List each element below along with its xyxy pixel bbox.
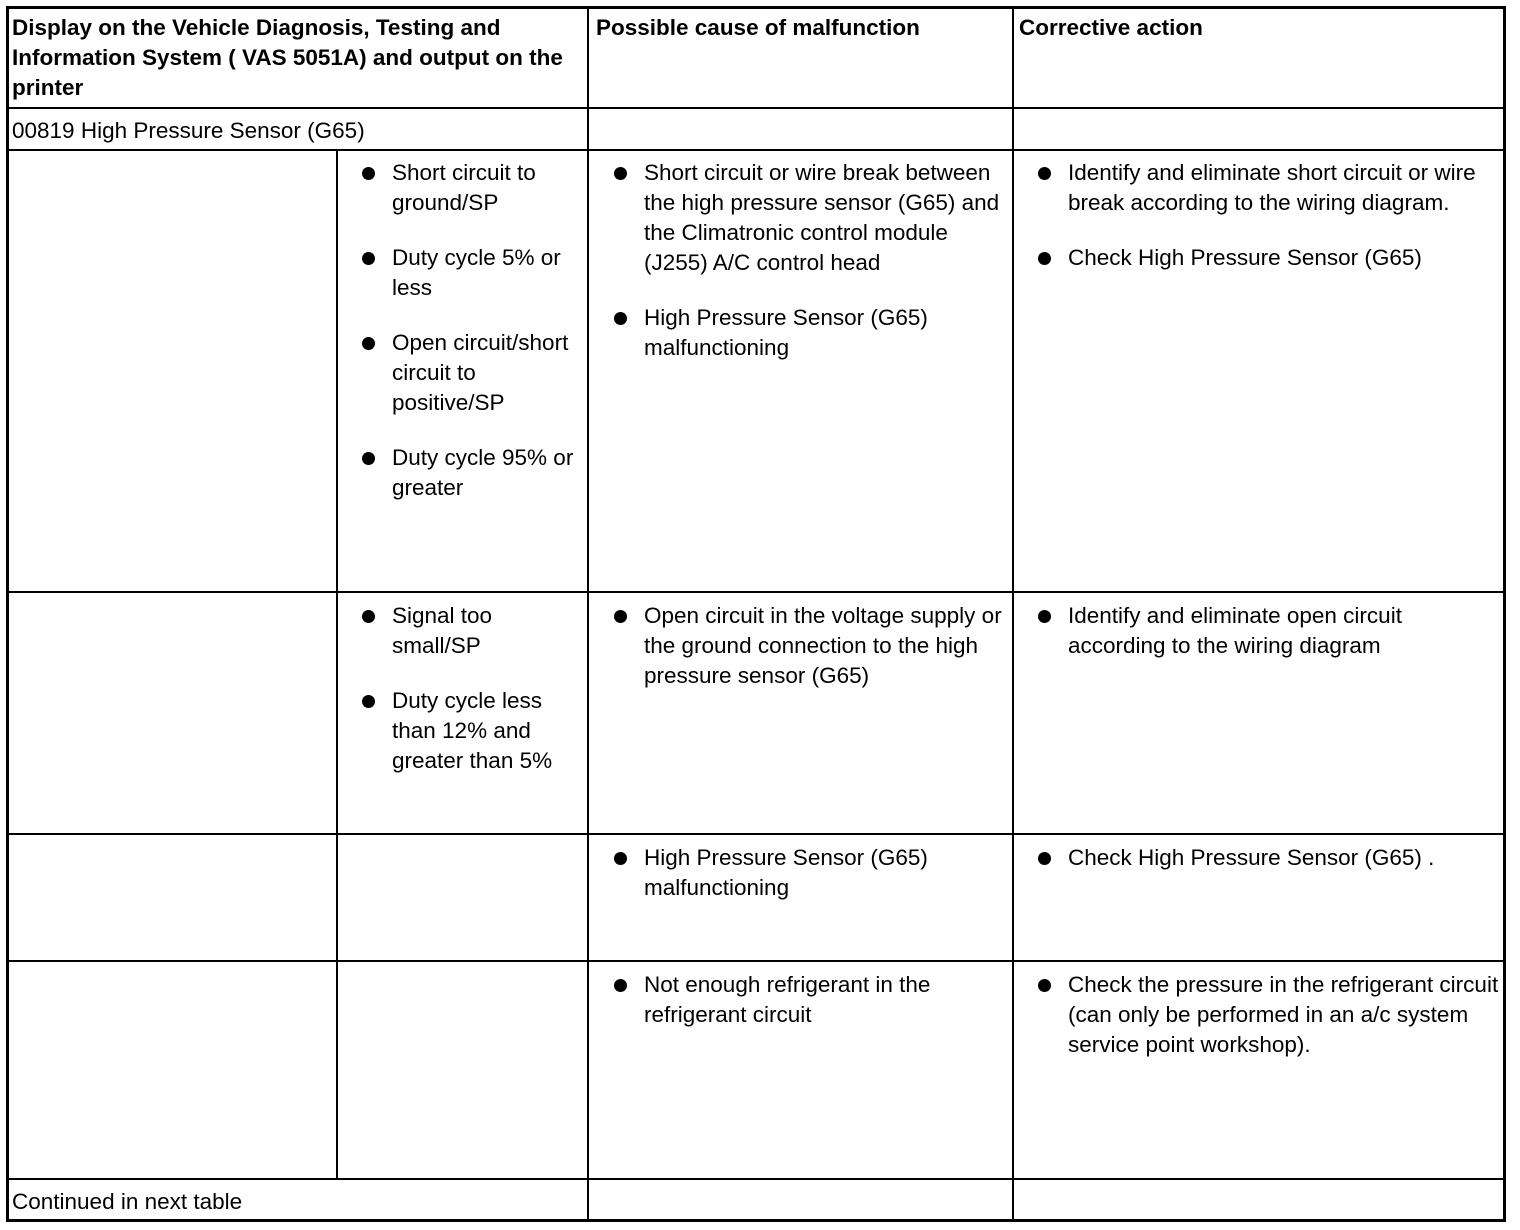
list-item <box>358 328 586 418</box>
row2-action-list <box>1034 601 1500 686</box>
row2-display-list <box>358 601 586 801</box>
list-item <box>358 686 586 776</box>
list-item <box>1034 601 1500 661</box>
list-item <box>358 243 586 303</box>
bullet-icon <box>362 252 375 265</box>
list-item-text: High Pressure Sensor (G65) malfunctioning <box>644 305 928 360</box>
row2-cause-list <box>610 601 1008 716</box>
list-item <box>610 970 1008 1030</box>
list-item <box>1034 970 1504 1060</box>
bullet-icon <box>1038 252 1051 265</box>
list-item-text: Check High Pressure Sensor (G65) <box>1068 245 1422 270</box>
header-action: Corrective action <box>1019 15 1203 40</box>
bullet-icon <box>1038 979 1051 992</box>
list-item-text: Check High Pressure Sensor (G65) . <box>1068 845 1435 870</box>
row1-display-list <box>358 158 586 528</box>
list-item-text: Signal too small/SP <box>392 603 493 658</box>
bullet-icon <box>362 695 375 708</box>
list-item <box>610 303 1008 363</box>
bullet-icon <box>614 852 627 865</box>
header-cause: Possible cause of malfunction <box>596 15 920 40</box>
divider <box>6 960 1506 962</box>
list-item <box>610 158 1008 278</box>
bullet-icon <box>614 610 627 623</box>
divider <box>1012 6 1014 1222</box>
list-item-text: Identify and eliminate open circuit according to the wiring diagram <box>1068 603 1402 658</box>
divider <box>6 1178 1506 1180</box>
list-item-text: Duty cycle 5% or less <box>392 245 561 300</box>
list-item-text: Open circuit/short circuit to positive/SP <box>392 330 569 415</box>
divider <box>587 6 589 1222</box>
row4-action-list <box>1034 970 1504 1085</box>
bullet-icon <box>362 610 375 623</box>
list-item <box>358 158 586 218</box>
list-item-text: Open circuit in the voltage supply or the ground connection to the high pressure sensor (G65) <box>644 603 1002 688</box>
bullet-icon <box>362 167 375 180</box>
divider <box>6 591 1506 593</box>
list-item <box>610 843 1008 903</box>
row3-action-list <box>1034 843 1500 898</box>
divider <box>6 149 1506 151</box>
bullet-icon <box>1038 167 1051 180</box>
bullet-icon <box>614 312 627 325</box>
list-item <box>1034 158 1500 218</box>
divider <box>6 833 1506 835</box>
bullet-icon <box>614 167 627 180</box>
row1-action-list <box>1034 158 1500 298</box>
list-item-text: Check the pressure in the refrigerant circuit (can only be performed in an a/c system service point workshop). <box>1068 972 1499 1057</box>
header-display: Display on the Vehicle Diagnosis, Testing and Information System ( VAS 5051A) and output on the printer <box>12 15 563 100</box>
bullet-icon <box>1038 852 1051 865</box>
list-item <box>610 601 1008 691</box>
row3-cause-list <box>610 843 1008 928</box>
list-item <box>1034 243 1500 273</box>
list-item <box>358 443 586 503</box>
list-item-text: Short circuit or wire break between the high pressure sensor (G65) and the Climatronic control module (J255) A/C control head <box>644 160 1000 275</box>
row4-cause-list <box>610 970 1008 1055</box>
list-item-text: Short circuit to ground/SP <box>392 160 536 215</box>
list-item <box>358 601 586 661</box>
bullet-icon <box>362 337 375 350</box>
list-item-text: Not enough refrigerant in the refrigerant circuit <box>644 972 931 1027</box>
row1-cause-list <box>610 158 1008 388</box>
list-item <box>1034 843 1500 873</box>
continued-note: Continued in next table <box>12 1189 243 1214</box>
fault-title: 00819 High Pressure Sensor (G65) <box>12 118 365 143</box>
bullet-icon <box>1038 610 1051 623</box>
divider <box>336 149 338 1180</box>
divider <box>6 107 1506 109</box>
list-item-text: High Pressure Sensor (G65) malfunctioning <box>644 845 928 900</box>
list-item-text: Identify and eliminate short circuit or wire break according to the wiring diagram. <box>1068 160 1476 215</box>
list-item-text: Duty cycle less than 12% and greater than 5% <box>392 688 553 773</box>
list-item-text: Duty cycle 95% or greater <box>392 445 574 500</box>
bullet-icon <box>362 452 375 465</box>
bullet-icon <box>614 979 627 992</box>
